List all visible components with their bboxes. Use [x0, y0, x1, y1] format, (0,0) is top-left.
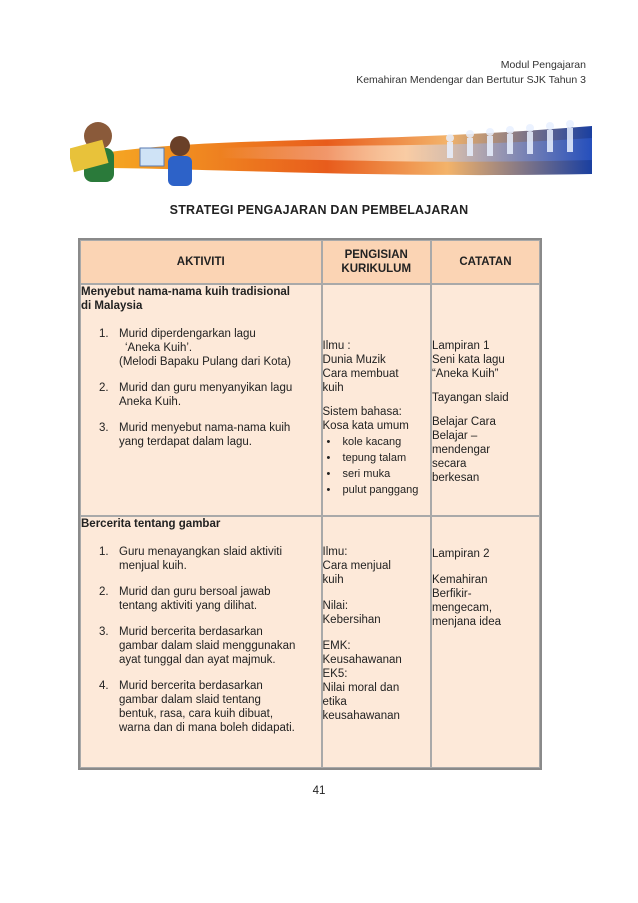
list-item: • seri muka [326, 468, 391, 480]
table-row [80, 284, 540, 516]
aktiviti-cell [80, 284, 322, 516]
header-line-1: Modul Pengajaran [500, 59, 586, 71]
bullet-list [323, 435, 430, 497]
running-header [356, 58, 586, 88]
kurikulum-cell: Ilmu : Dunia Muzik Cara membuat kuih Sistem bahasa: Kosa kata umum • kole kacang • tepung talam • seri muka • pulut panggang [322, 284, 431, 516]
header-pengisian-kurikulum: PENGISIAN KURIKULUM [322, 240, 431, 284]
header-aktiviti: AKTIVITI [80, 240, 322, 284]
header-line-2: Kemahiran Mendengar dan Bertutur SJK Tahun 3 [356, 74, 586, 86]
page-title: STRATEGI PENGAJARAN DAN PEMBELAJARAN [169, 203, 469, 217]
step-item: 4. Murid bercerita berdasarkan gambar dalam slaid tentang bentuk, rasa, cara kuih dibuat, warna dan di mana boleh didapati. [99, 680, 295, 734]
kurikulum-cell: Ilmu: Cara menjual kuih Nilai: Kebersihan EMK: Keusahawanan EK5: Nilai moral dan etika keusahawanan [322, 516, 431, 768]
lesson-table [78, 238, 542, 770]
table-row [80, 516, 540, 768]
catatan-cell: Lampiran 2 Kemahiran Berfikir- mengecam, menjana idea [431, 516, 540, 768]
step-item: 1. Murid diperdengarkan lagu ‘Aneka Kuih’. (Melodi Bapaku Pulang dari Kota) [99, 328, 291, 368]
header-catatan: CATATAN [431, 240, 540, 284]
section-title: Bercerita tentang gambar [81, 518, 221, 530]
list-item: • kole kacang [326, 436, 402, 448]
step-item: 2. Murid dan guru bersoal jawab tentang aktiviti yang dilihat. [99, 586, 271, 612]
section-title: Menyebut nama-nama kuih tradisional di Malaysia [81, 286, 290, 312]
table-header-row [80, 240, 540, 284]
catatan-cell: Lampiran 1 Seni kata lagu “Aneka Kuih” Tayangan slaid Belajar Cara Belajar – mendengar secara berkesan [431, 284, 540, 516]
aktiviti-cell [80, 516, 322, 768]
step-item: 3. Murid menyebut nama-nama kuih yang terdapat dalam lagu. [99, 422, 291, 448]
list-item: • tepung talam [326, 452, 407, 464]
step-item: 1. Guru menayangkan slaid aktiviti menjual kuih. [99, 546, 282, 572]
page-number: 41 [312, 785, 326, 797]
step-item: 3. Murid bercerita berdasarkan gambar dalam slaid menggunakan ayat tunggal dan ayat majmuk. [99, 626, 296, 666]
decorative-banner [70, 108, 592, 200]
list-item: • pulut panggang [326, 484, 419, 496]
step-item: 2. Murid dan guru menyanyikan lagu Aneka Kuih. [99, 382, 293, 408]
